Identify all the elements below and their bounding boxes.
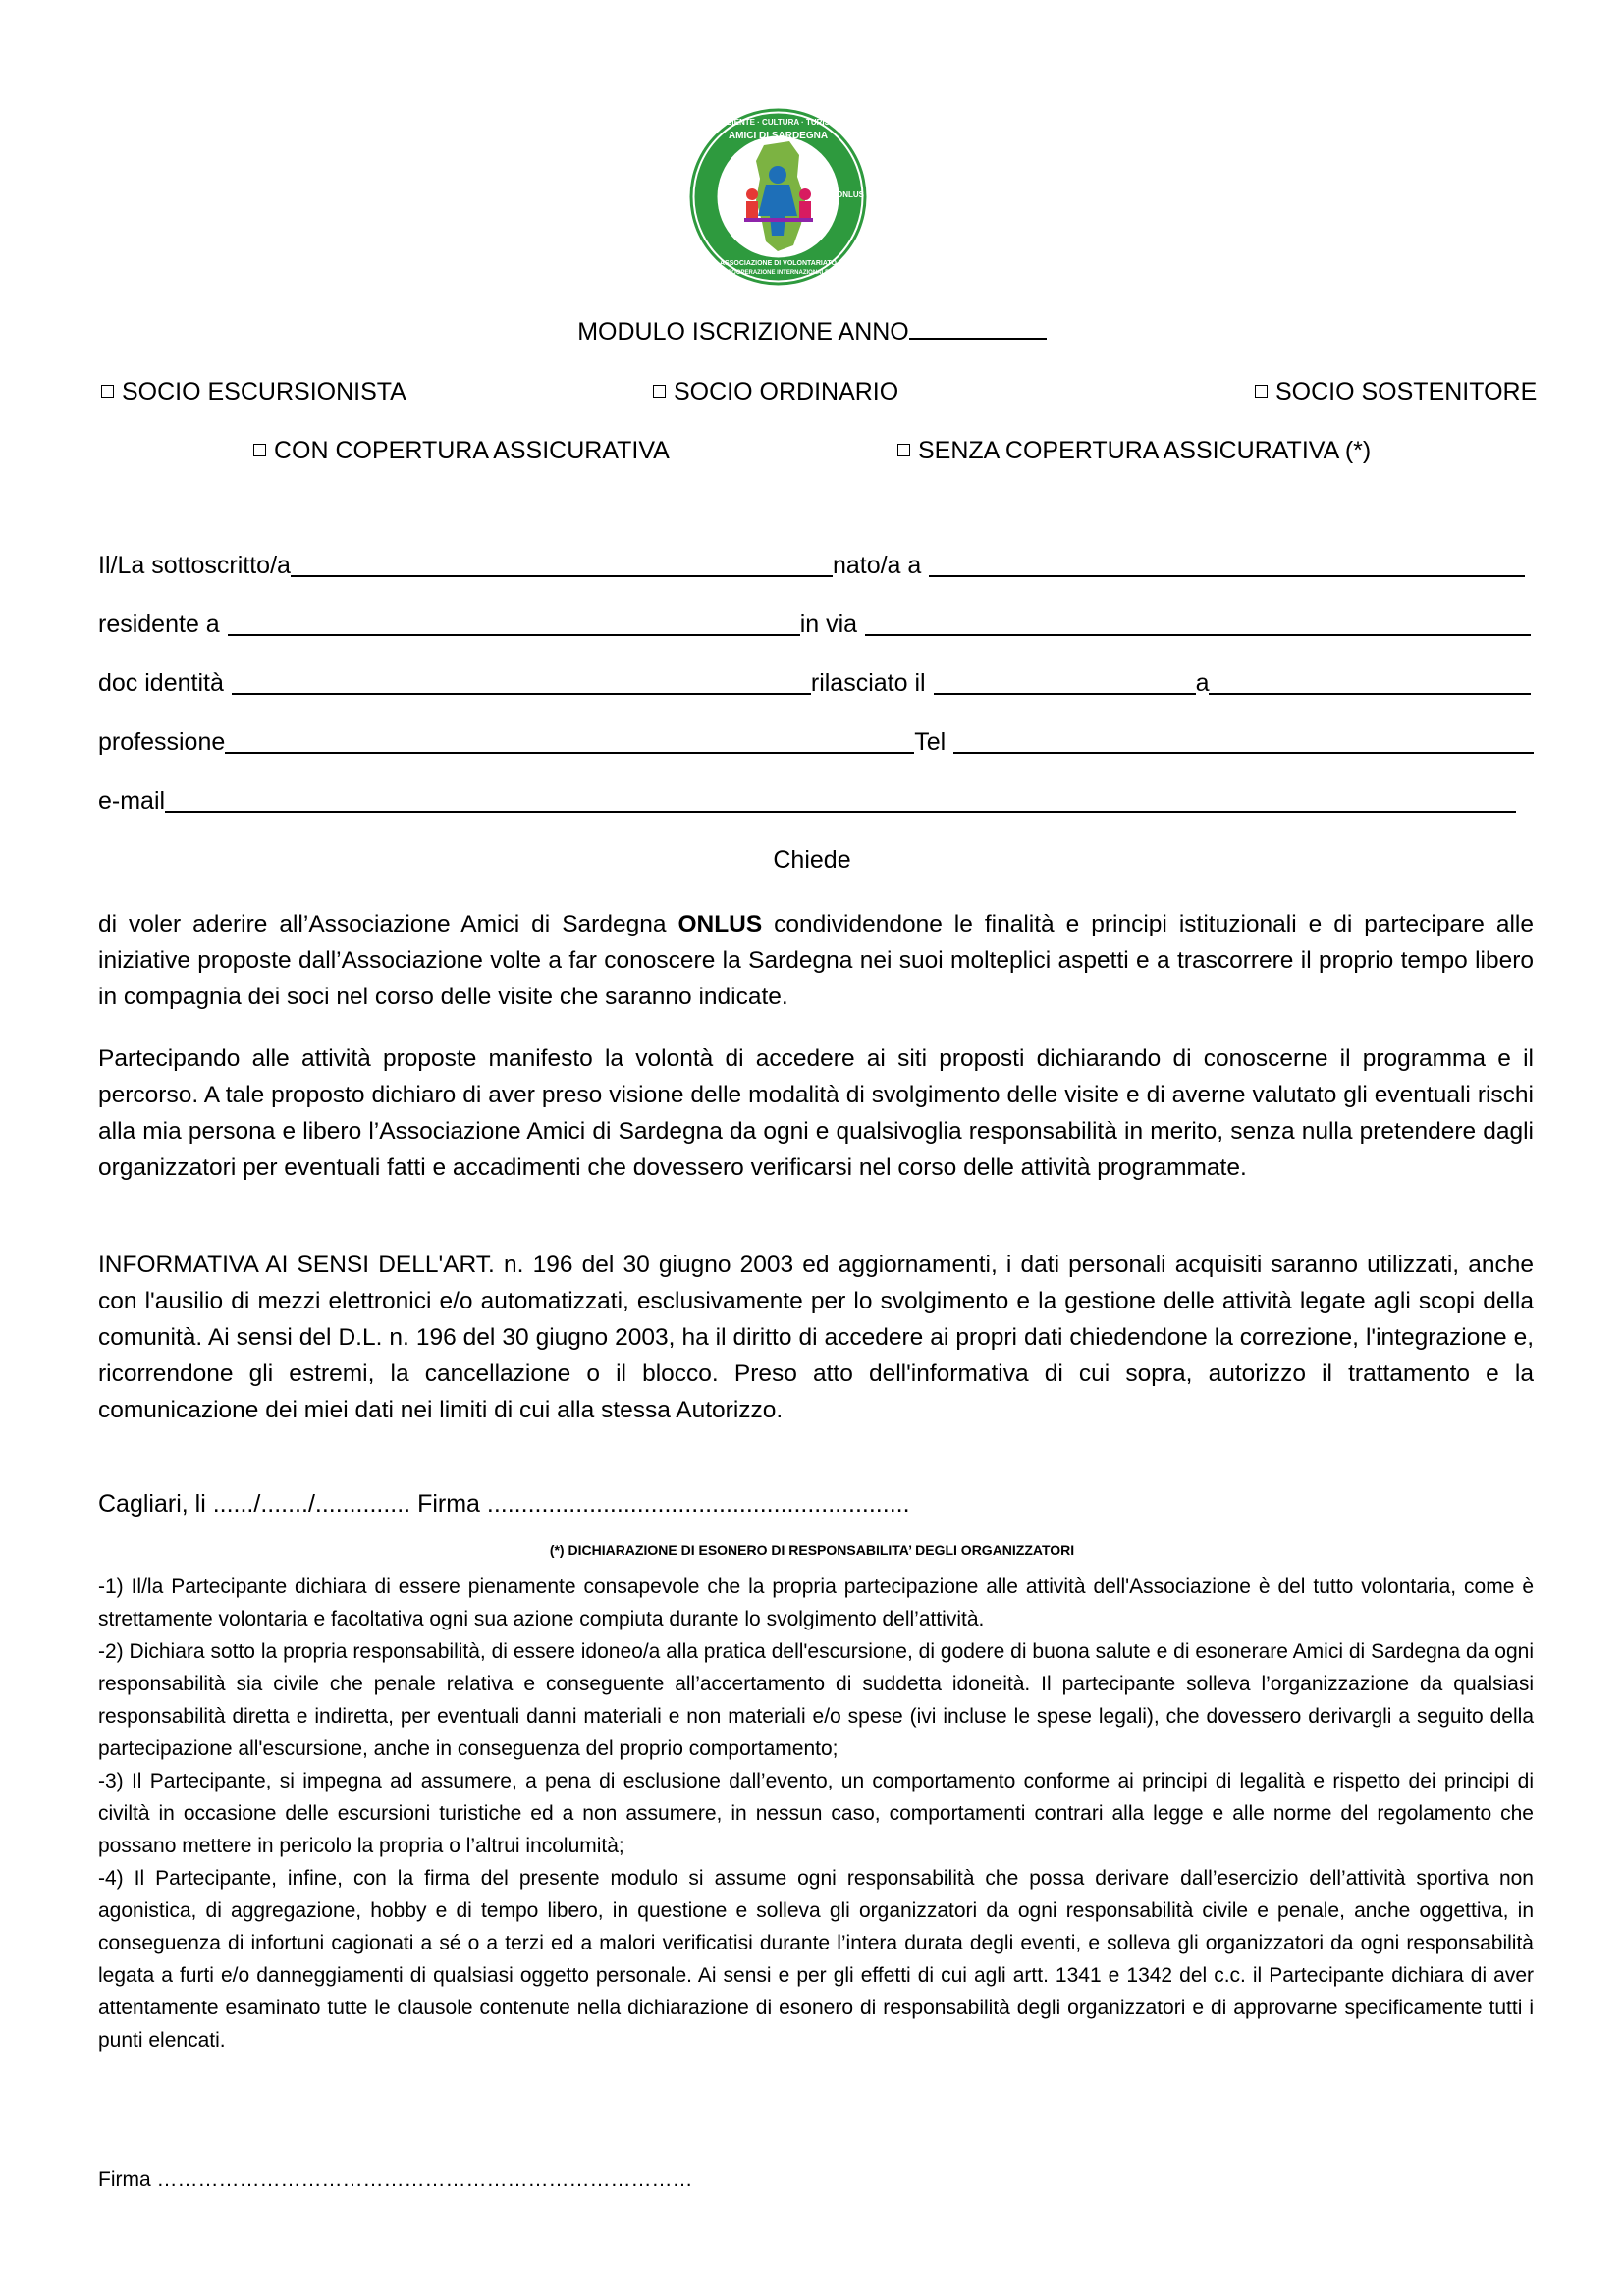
checkbox-icon[interactable] — [253, 444, 266, 456]
field-label-rilasciato: rilasciato il — [810, 669, 926, 697]
paragraph-informativa: INFORMATIVA AI SENSI DELL'ART. n. 196 del 30 giugno 2003 ed aggiornamenti, i dati personali acquisiti saranno utilizzati, anche con l'ausilio di mezzi elettronici e/o automatizzati, esclusivamente per lo svolgimento e la gestione delle attività legate agli scopi della comunità. Ai sensi del D.L. n. 196 del 30 giugno 2003, ha il diritto di accedere ai propri dati chiedendone la correzione, l'integrazione e, ricorrendone gli estremi, la cancellazione o il blocco. Preso atto dell'informativa di cui sopra, autorizzo il trattamento e la comunicazione dei miei dati nei limiti di cui alla stessa Autorizzo. — [98, 1252, 1534, 1423]
field-email-input[interactable] — [165, 810, 1516, 813]
form-title-text: MODULO ISCRIZIONE ANNO — [577, 318, 909, 346]
field-label-doc: doc identità — [98, 669, 224, 697]
year-field[interactable] — [909, 316, 1047, 340]
form-title — [0, 316, 1624, 347]
dichiarazione-text: -1) Il/la Partecipante dichiara di essere pienamente consapevole che la propria partecipazione alle attività dell'Associazione è del tutto volontaria, come è strettamente volontaria e facoltativa ogni sua azione compiuta durante lo svolgimento dell’attività. -2) Dichiara sotto la propria responsabilità, di essere idoneo/a alla pratica dell'escursione, di godere di buona salute e di esonerare Amici di Sardegna da ogni responsabilità sia civile che penale relativa e conseguente all’accertamento di suddetta idoneità. Il partecipante solleva l’organizzazione da qualsiasi responsabilità diretta e indiretta, per eventuali danni materiali e non materiali e/o spese (ivi incluse le spese legali), che dovessero derivargli a seguito della partecipazione all'escursione, anche in conseguenza del proprio comportamento; -3) Il Partecipante, si impegna ad assumere, a pena di esclusione dall’evento, un comportamento conforme ai principi di legalità e rispetto dei principi di civiltà in occasione delle escursioni turistiche ed a non assumere, in nessun caso, comportamenti contrari alla legge e alle norme del regolamento che possano mettere in pericolo la propria o l’altrui incolumità; -4) Il Partecipante, infine, con la firma del presente modulo si assume ogni responsabilità che possa derivare dall’esercizio dell’attività sportiva non agonistica, di aggregazione, hobby e di tempo libero, in questione e solleva gli organizzatori da ogni responsabilità civile e penale, anche oggettiva, in conseguenza di infortuni cagionati a sé o a terzi ed a malori verificatisi durante l’intera durata degli eventi, e solleva gli organizzatori da ogni responsabilità legata a furti e/o danneggiamenti di qualsiasi oggetto personale. Ai sensi e per gli effetti di cui agli artt. 1341 e 1342 del c.c. il Partecipante dichiara di aver attentamente esaminato tutte le clausole contenute nella dichiarazione di esonero di responsabilità degli organizzatori e di approvarne specificamente tutti i punti elencati. — [98, 1575, 1534, 2052]
field-professione-input[interactable] — [225, 751, 914, 754]
option-label: SOCIO ORDINARIO — [674, 378, 899, 405]
signature-line[interactable]: Cagliari, li ....../......./.............. Firma .............................................................. — [98, 1490, 910, 1518]
dichiarazione-title: (*) DICHIARAZIONE DI ESONERO DI RESPONSABILITA’ DEGLI ORGANIZZATORI — [549, 1542, 1075, 1558]
paragraph-adesione-text-b: condividendone le finalità e principi istituzionali e di partecipare alle iniziative proposte dall’Associazione volte a far conoscere la Sardegna nei suoi molteplici aspetti e a trascorrere il proprio tempo libero in compagnia dei soci nel corso delle visite che saranno indicate. — [98, 911, 1534, 1010]
association-logo — [687, 106, 869, 288]
logo-ring-text-side: ONLUS — [837, 190, 864, 199]
option-senza-copertura[interactable] — [897, 437, 1371, 465]
field-row-residenza — [98, 609, 1534, 642]
checkbox-icon[interactable] — [101, 385, 114, 398]
field-row-name — [98, 550, 1534, 583]
option-socio-sostenitore[interactable] — [1255, 378, 1537, 406]
field-row-documento — [98, 667, 1534, 701]
paragraph-adesione-bold: ONLUS — [677, 911, 763, 937]
field-label-professione: professione — [98, 728, 226, 756]
option-socio-ordinario[interactable] — [653, 378, 898, 406]
field-tel-input[interactable] — [953, 751, 1534, 754]
option-label: SENZA COPERTURA ASSICURATIVA (*) — [918, 437, 1372, 464]
field-nato-input[interactable] — [929, 574, 1525, 577]
checkbox-icon[interactable] — [653, 385, 666, 398]
field-label-a: a — [1195, 669, 1210, 697]
option-label: SOCIO ESCURSIONISTA — [122, 378, 406, 405]
field-doc-input[interactable] — [232, 692, 811, 695]
field-label-nato: nato/a a — [832, 552, 922, 579]
logo-ring-text-top: AMBIENTE · CULTURA · TURISMO — [714, 118, 842, 127]
field-label-email: e-mail — [98, 787, 166, 815]
checkbox-icon[interactable] — [1255, 385, 1268, 398]
field-residente-input[interactable] — [228, 633, 800, 636]
option-label: CON COPERTURA ASSICURATIVA — [274, 437, 670, 464]
field-row-professione — [98, 726, 1534, 760]
field-a-input[interactable] — [1209, 692, 1531, 695]
paragraph-partecipazione: Partecipando alle attività proposte manifesto la volontà di accedere ai siti proposti dichiarando di conoscerne il programma e il percorso. A tale proposto dichiaro di aver preso visione delle modalità di svolgimento delle visite e di averne valutato gli eventuali rischi alla mia persona e libero l’Associazione Amici di Sardegna da ogni e qualsivoglia responsabilità in merito, senza nulla pretendere dagli organizzatori per eventuali fatti e accadimenti che dovessero verificarsi nel corso delle attività programmate. — [98, 1045, 1534, 1181]
final-signature-line[interactable]: Firma …………………………………………………………………… — [98, 2168, 693, 2191]
field-label-residente: residente a — [98, 611, 220, 638]
paragraph-adesione — [98, 906, 1534, 1015]
field-sottoscritto-input[interactable] — [291, 574, 833, 577]
logo-ring-text-bottom2: COOPERAZIONE INTERNAZIONALE — [727, 270, 830, 276]
logo-ring-text-bottom: ASSOCIAZIONE DI VOLONTARIATO — [719, 260, 837, 267]
logo-name: AMICI DI SARDEGNA — [728, 131, 829, 141]
field-via-input[interactable] — [865, 633, 1531, 636]
option-socio-escursionista[interactable] — [101, 378, 406, 406]
field-row-email — [98, 785, 1534, 819]
option-con-copertura[interactable] — [253, 437, 670, 465]
field-label-via: in via — [799, 611, 858, 638]
chiede-heading: Chiede — [773, 846, 851, 874]
field-label-tel: Tel — [914, 728, 947, 756]
field-rilasciato-input[interactable] — [934, 692, 1196, 695]
option-label: SOCIO SOSTENITORE — [1275, 378, 1538, 405]
paragraph-adesione-text-a: di voler aderire all’Associazione Amici di Sardegna — [98, 911, 678, 937]
checkbox-icon[interactable] — [897, 444, 910, 456]
field-label-sottoscritto: Il/La sottoscritto/a — [98, 552, 291, 579]
